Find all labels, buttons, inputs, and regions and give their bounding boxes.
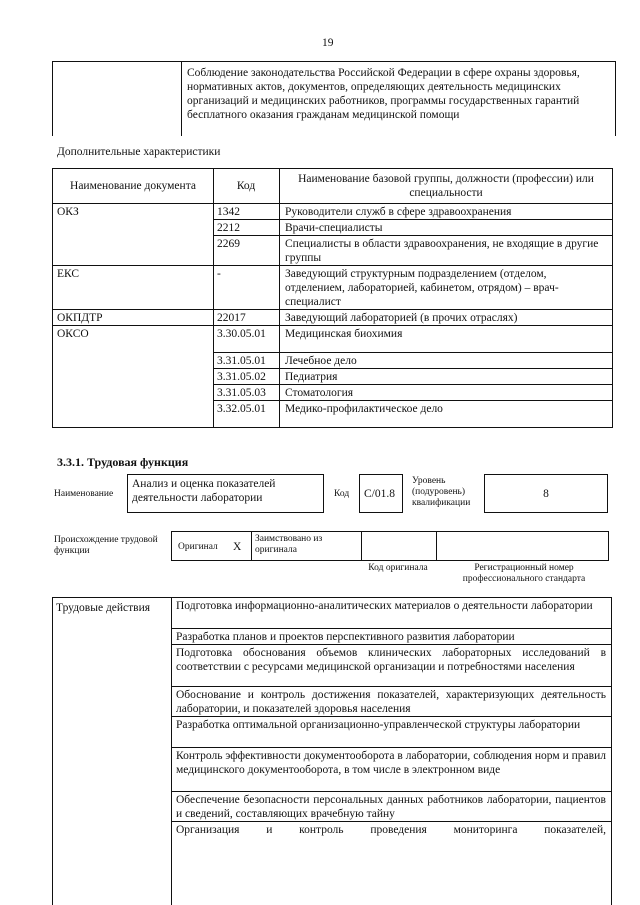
qualification-level-box [484, 474, 608, 513]
top-cell-text: Соблюдение законодательства Российской Федерации в сфере охраны здоровья, нормативных актов, документов, определяющих деятельность медицинских организаций и медицинских работников, программы государственных гарантий бесплатного оказания гражданам медицинской помощи [187, 67, 580, 121]
cell-name: Руководители служб в сфере здравоохранения [285, 206, 512, 218]
cell-code: 3.30.05.01 [217, 328, 266, 340]
function-code-box [359, 474, 403, 513]
registration-number-label: Регистрационный номер профессионального стандарта [462, 563, 586, 584]
cell-doc: ОКПДТР [57, 312, 103, 324]
cell-name: Медико-профилактическое дело [285, 403, 443, 415]
cell-name: Медицинская биохимия [285, 328, 403, 340]
cell-doc: ЕКС [57, 268, 80, 280]
header-code: Код [236, 180, 256, 192]
cell-code: 2269 [217, 238, 240, 250]
cell-code: 2212 [217, 222, 240, 234]
cell-doc: ОКСО [57, 328, 89, 340]
additional-characteristics-title: Дополнительные характеристики [57, 146, 221, 158]
function-name-value: Анализ и оценка показателей деятельности лаборатории [132, 478, 276, 504]
cell-code: - [217, 268, 221, 280]
additional-characteristics-table [52, 168, 613, 428]
labor-action-item: Контроль эффективности документооборота в лаборатории, соблюдения норм и правил медицинского документооборота, в том числе в электронном виде [176, 750, 606, 776]
cell-code: 3.31.05.01 [217, 355, 266, 367]
origin-label: Происхождение трудовой функции [54, 535, 158, 556]
function-name-box [127, 474, 324, 513]
function-name-label: Наименование [54, 489, 114, 499]
original-label: Оригинал [178, 542, 218, 552]
function-code-value: С/01.8 [364, 488, 395, 500]
labor-action-item: Подготовка обоснования объемов клинических лабораторных исследований в соответствии с ресурсами медицинской организации и потребностями населения [176, 647, 606, 673]
page-number: 19 [322, 37, 334, 49]
cell-name: Лечебное дело [285, 355, 357, 367]
cell-code: 1342 [217, 206, 240, 218]
labor-action-item: Разработка планов и проектов перспективного развития лаборатории [176, 631, 515, 643]
cell-name: Педиатрия [285, 371, 338, 383]
cell-name: Стоматология [285, 387, 354, 399]
header-document-name: Наименование документа [70, 180, 196, 192]
cell-doc: ОКЗ [57, 206, 79, 218]
function-code-label: Код [334, 489, 350, 499]
header-group-name: Наименование базовой группы, должности (профессии) или специальности [298, 173, 594, 199]
function-heading: 3.3.1. Трудовая функция [57, 455, 189, 469]
labor-actions-label: Трудовые действия [56, 602, 151, 614]
labor-action-item: Подготовка информационно-аналитических материалов о деятельности лаборатории [176, 600, 593, 612]
cell-code: 3.32.05.01 [217, 403, 266, 415]
labor-action-item: Организация и контроль проведения мониторинга показателей, [176, 824, 606, 836]
cell-name: Специалисты в области здравоохранения, не входящие в другие группы [285, 238, 599, 264]
labor-action-item: Обоснование и контроль достижения показателей, характеризующих деятельность лаборатории, и показателей здоровья населения [176, 689, 606, 715]
cell-name: Заведующий лабораторией (в прочих отраслях) [285, 312, 518, 324]
labor-action-item: Разработка оптимальной организационно-управленческой структуры лаборатории [176, 719, 581, 731]
labor-actions-table [52, 597, 612, 905]
qualification-level-value: 8 [543, 488, 549, 500]
code-original-label: Код оригинала [368, 563, 428, 573]
cell-name: Заведующий структурным подразделением (отделом, отделением, лабораторией, кабинетом, отрядом) – врач-специалист [285, 268, 559, 308]
original-mark: Х [233, 541, 242, 553]
cell-name: Врачи-специалисты [285, 222, 383, 234]
cell-code: 3.31.05.02 [217, 371, 266, 383]
labor-action-item: Обеспечение безопасности персональных данных работников лаборатории, пациентов и сведений, составляющих врачебную тайну [176, 794, 606, 820]
borrowed-label: Заимствовано из оригинала [255, 534, 323, 555]
top-table [52, 61, 616, 136]
cell-code: 3.31.05.03 [217, 387, 266, 399]
qualification-level-label: Уровень (подуровень) квалификации [412, 476, 471, 508]
origin-table [171, 531, 609, 561]
cell-code: 22017 [217, 312, 246, 324]
